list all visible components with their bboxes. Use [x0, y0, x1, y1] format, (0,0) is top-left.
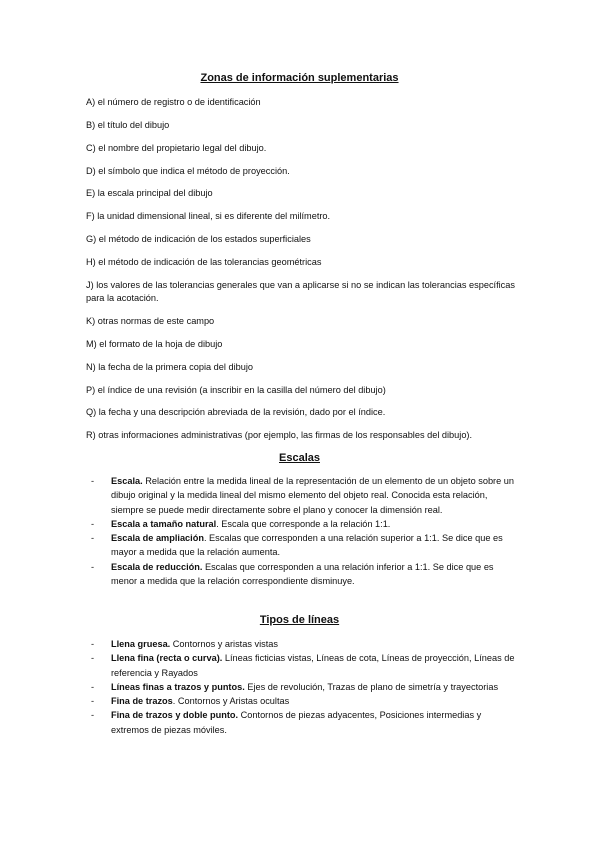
term: Líneas finas a trazos y puntos.: [111, 681, 245, 692]
definition: Ejes de revolución, Trazas de plano de simetría y trayectorias: [244, 681, 499, 692]
term: Fina de trazos: [111, 696, 173, 707]
zone-item-m: M) el formato de la hoja de dibujo: [86, 339, 223, 349]
dash-bullet: -: [91, 681, 95, 692]
definition: Contornos de piezas adyacentes, Posiciones intermedias y extremos de piezas móviles.: [111, 710, 482, 735]
dash-bullet: -: [91, 639, 95, 649]
definition: . Escalas que corresponden a una relación superior a 1:1. Se dice que es mayor a medida que la relación aumenta.: [111, 533, 503, 558]
definition: Relación entre la medida lineal de la representación de un elemento de un objeto sobre un dibujo original y la medida lineal del mismo elemento del objeto real. Conocida esta relación, siempre se puede medir directamente sobre el plano y conocer la dimensión real.: [111, 476, 514, 515]
lineas-list: [86, 637, 518, 737]
zone-item-c: C) el nombre del propietario legal del dibujo.: [86, 143, 267, 153]
zone-item-r: R) otras informaciones administrativas (por ejemplo, las firmas de los responsables del dibujo).: [86, 430, 473, 440]
list-item: [86, 531, 518, 560]
term: Escala de reducción.: [111, 561, 203, 572]
zone-item-b: B) el título del dibujo: [86, 120, 170, 130]
escalas-list: [86, 474, 518, 588]
definition: Contornos y aristas vistas: [170, 639, 278, 649]
term: Llena fina (recta o curva).: [111, 653, 223, 664]
dash-bullet: -: [91, 710, 95, 721]
dash-bullet: -: [91, 533, 95, 544]
zone-item-n: N) la fecha de la primera copia del dibujo: [86, 362, 253, 372]
dash-bullet: -: [91, 518, 95, 529]
list-item: [86, 651, 518, 680]
list-item: [86, 474, 518, 517]
term: Llena gruesa.: [111, 639, 171, 649]
escalas-heading: Escalas: [279, 452, 320, 464]
zone-item-f: F) la unidad dimensional lineal, si es diferente del milímetro.: [86, 211, 331, 221]
definition: Líneas ficticias vistas, Líneas de cota, Líneas de proyección, Líneas de referencia y Rayados: [111, 653, 515, 678]
list-item: [86, 517, 518, 531]
list-item: [86, 637, 518, 651]
definition: Escalas que corresponden a una relación inferior a 1:1. Se dice que es menor a medida que la relación correspondiente disminuye.: [111, 561, 494, 587]
dash-bullet: -: [91, 696, 95, 707]
list-item: [86, 680, 518, 694]
zone-item-k: K) otras normas de este campo: [86, 316, 215, 326]
dash-bullet: -: [91, 653, 95, 664]
lineas-heading: Tipos de líneas: [259, 614, 340, 626]
zone-item-q: Q) la fecha y una descripción abreviada de la revisión, dado por el índice.: [86, 407, 386, 417]
term: Fina de trazos y doble punto.: [111, 710, 239, 721]
zone-item-e: E) la escala principal del dibujo: [86, 188, 213, 198]
definition: . Contornos y Aristas ocultas: [172, 696, 290, 707]
term: Escala a tamaño natural: [111, 518, 217, 529]
list-item: [86, 708, 518, 737]
definition: . Escala que corresponde a la relación 1:1.: [216, 518, 391, 529]
term: Escala.: [111, 476, 143, 486]
zone-item-a: A) el número de registro o de identificación: [86, 97, 261, 107]
dash-bullet: -: [91, 476, 95, 486]
zones-heading: Zonas de información suplementarias: [200, 72, 399, 84]
list-item: [86, 694, 518, 708]
dash-bullet: -: [91, 561, 95, 572]
zone-item-g: G) el método de indicación de los estados superficiales: [86, 234, 311, 244]
term: Escala de ampliación: [111, 533, 204, 544]
zone-item-p: P) el índice de una revisión (a inscribir en la casilla del número del dibujo): [86, 385, 386, 395]
list-item: [86, 560, 518, 589]
zone-item-d: D) el símbolo que indica el método de proyección.: [86, 166, 290, 176]
zone-item-j: J) los valores de las tolerancias generales que van a aplicarse si no se indican las tolerancias específicas para la acotación.: [86, 280, 515, 303]
zone-item-h: H) el método de indicación de las tolerancias geométricas: [86, 257, 322, 267]
